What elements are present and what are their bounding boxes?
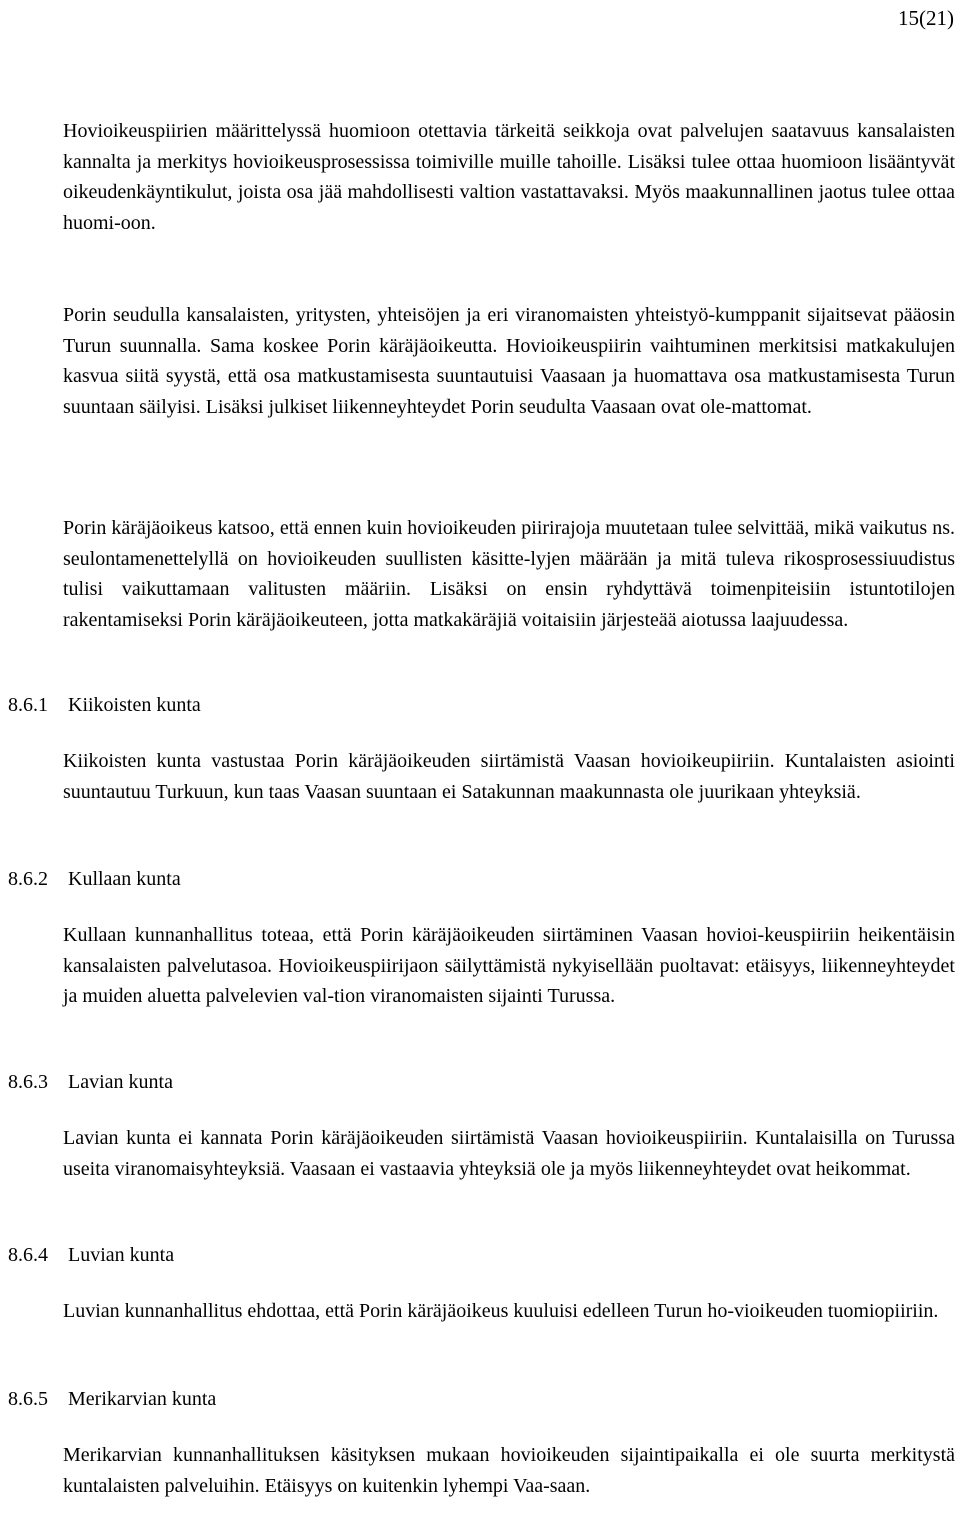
- section-number: 8.6.4: [8, 1244, 48, 1266]
- section-title: Lavian kunta: [68, 1071, 173, 1093]
- section-number: 8.6.1: [8, 694, 48, 716]
- section-title: Merikarvian kunta: [68, 1388, 217, 1410]
- section-heading-kiikoinen: [8, 690, 201, 720]
- section-title: Kullaan kunta: [68, 868, 181, 890]
- section-heading-merikarvia: [8, 1384, 216, 1414]
- section-number: 8.6.2: [8, 868, 48, 890]
- intro-paragraph: Hovioikeuspiirien määrittelyssä huomioon otettavia tärkeitä seikkoja ovat palvelujen saatavuus kansalaisten kannalta ja merkitys hovioikeusprosessissa toimiville muille tahoille. Lisäksi tulee ottaa huomioon lisääntyvät oikeudenkäyntikulut, joista osa jää mahdollisesti valtion vastattavaksi. Myös maakunnallinen jaotus tulee ottaa huomi-oon.: [63, 120, 955, 234]
- section-number: 8.6.5: [8, 1388, 48, 1410]
- section-text-merikarvia: Merikarvian kunnanhallituksen käsityksen mukaan hovioikeuden sijaintipaikalla ei ole suurta merkitystä kuntalaisten palveluihin. Etäisyys on kuitenkin lyhempi Vaa-saan.: [63, 1444, 955, 1497]
- section-heading-lavia: [8, 1067, 173, 1097]
- section-title: Luvian kunta: [68, 1244, 175, 1266]
- section-number: 8.6.3: [8, 1071, 48, 1093]
- section-heading-kullaa: [8, 864, 181, 894]
- section-text-lavia: Lavian kunta ei kannata Porin käräjäoikeuden siirtämistä Vaasan hovioikeuspiiriin. Kuntalaisilla on Turussa useita viranomaisyhteyksiä. Vaasaan ei vastaavia yhteyksiä ole ja myös liikenneyhteydet ovat heikommat.: [63, 1127, 955, 1180]
- court-opinion-paragraph: Porin käräjäoikeus katsoo, että ennen kuin hovioikeuden piirirajoja muutetaan tulee selvittää, mikä vaikutus ns. seulontamenettelyllä on hovioikeuden suullisten käsitte-lyjen määrään ja mitä tuleva rikosprosessiuudistus tulisi vaikuttamaan valitusten määriin. Lisäksi on ensin ryhdyttävä toimenpiteisiin istuntotilojen rakentamiseksi Porin käräjäoikeuteen, jotta matkakäräjiä voitaisiin järjesteää aiotussa laajuudessa.: [63, 517, 955, 631]
- section-text-kullaa: Kullaan kunnanhallitus toteaa, että Porin käräjäoikeuden siirtäminen Vaasan hovioi-keuspiiriin heikentäisin kansalaisten palvelutasoa. Hovioikeuspiirijaon säilyttämistä nykyisellään puoltavat: etäisyys, liikenneyhteydet ja muiden aluetta palvelevien val-tion viranomaisten sijainti Turussa.: [63, 924, 955, 1008]
- page-number: 15(21): [898, 6, 954, 30]
- section-text-luvia: Luvian kunnanhallitus ehdottaa, että Porin käräjäoikeus kuuluisi edelleen Turun ho-vioikeuden tuomiopiiriin.: [63, 1300, 939, 1322]
- section-heading-luvia: [8, 1240, 174, 1270]
- section-title: Kiikoisten kunta: [68, 694, 201, 716]
- section-text-kiikoinen: Kiikoisten kunta vastustaa Porin käräjäoikeuden siirtämistä Vaasan hovioikeupiiriin. Kuntalaisten asiointi suuntautuu Turkuun, kun taas Vaasan suuntaan ei Satakunnan maakunnasta ole juurikaan yhteyksiä.: [63, 750, 955, 803]
- pori-region-paragraph: Porin seudulla kansalaisten, yritysten, yhteisöjen ja eri viranomaisten yhteistyö-kumppanit sijaitsevat pääosin Turun suunnalla. Sama koskee Porin käräjäoikeutta. Hovioikeuspiirin vaihtuminen merkitsisi matkakulujen kasvua siitä syystä, että osa matkustamisesta suuntautuisi Vaasaan ja huomattava osa matkustamisesta Turun suuntaan säilyisi. Lisäksi julkiset liikenneyhteydet Porin seudulta Vaasaan ovat ole-mattomat.: [63, 304, 955, 418]
